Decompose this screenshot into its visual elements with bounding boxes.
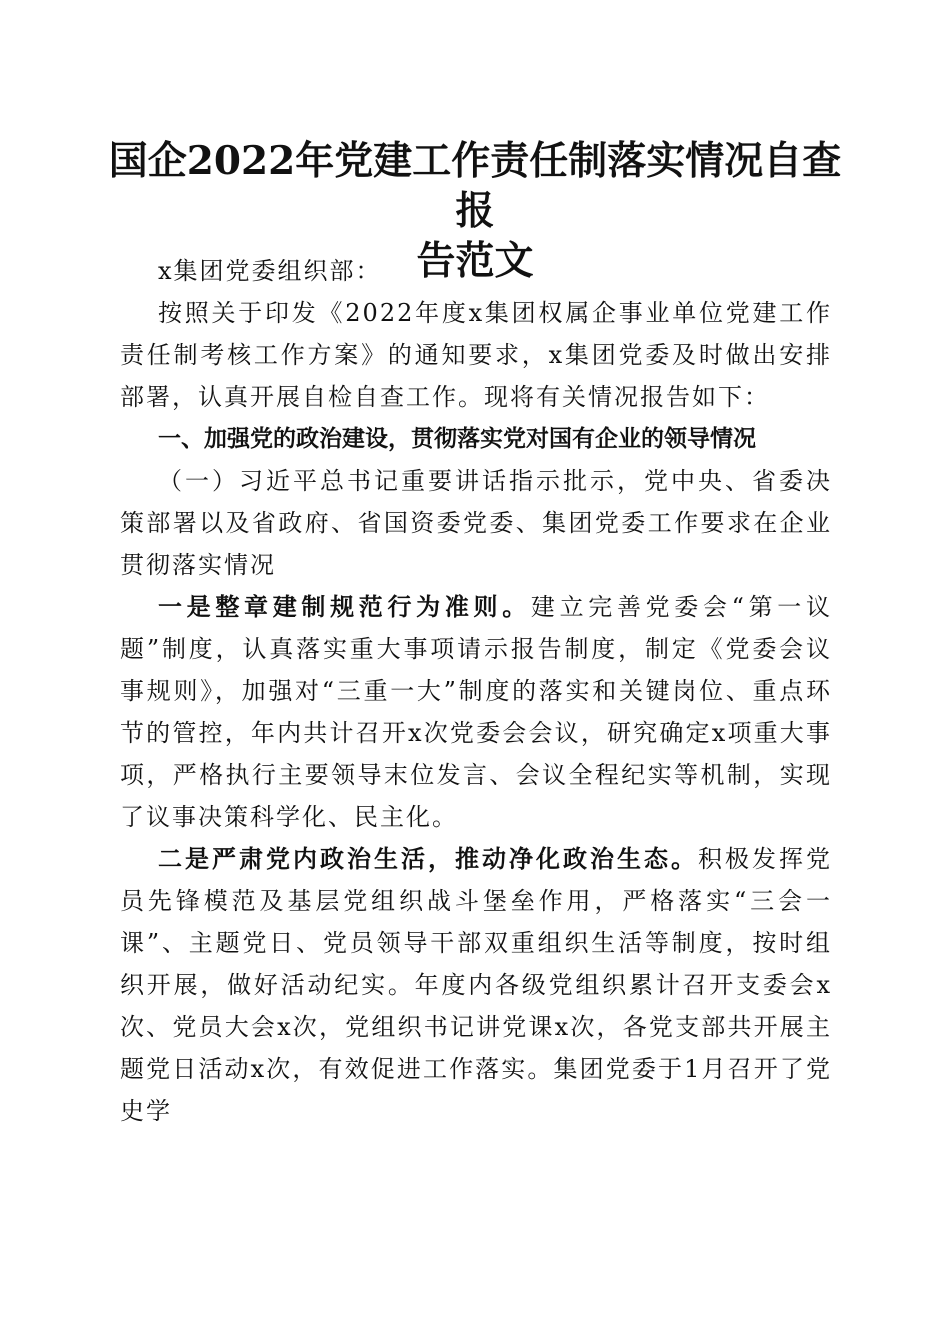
salutation: x集团党委组织部：: [158, 257, 382, 285]
paragraph-2: [120, 838, 832, 1132]
title-line-2: 告范文: [416, 238, 534, 284]
section-heading-1: 一、加强党的政治建设，贯彻落实党对国有企业的领导情况: [158, 426, 756, 452]
paragraph-2-body: 积极发挥党员先锋模范及基层党组织战斗堡垒作用，严格落实“三会一课”、主题党日、党员领导干部双重组织生活等制度，按时组织开展，做好活动纪实。年度内各级党组织累计召开支委会x次、党员大会x次，党组织书记讲党课x次，各党支部共开展主题党日活动x次，有效促进工作落实。集团党委于1月召开了党史学: [120, 845, 832, 1125]
intro-paragraph: 按照关于印发《2022年度x集团权属企事业单位党建工作责任制考核工作方案》的通知要求，x集团党委及时做出安排部署，认真开展自检自查工作。现将有关情况报告如下：: [120, 299, 832, 411]
paragraph-2-lead: 二是严肃党内政治生活，推动净化政治生态。: [158, 844, 698, 873]
paragraph-1-lead: 一是整章建制规范行为准则。: [158, 592, 531, 621]
document-body: [120, 250, 832, 1132]
paragraph-1: [120, 586, 832, 838]
title-line-1: 国企2022年党建工作责任制落实情况自查报: [108, 138, 842, 234]
subsection-heading-1: （一）习近平总书记重要讲话指示批示，党中央、省委决策部署以及省政府、省国资委党委、集团党委工作要求在企业贯彻落实情况: [120, 467, 832, 579]
paragraph-1-body: 建立完善党委会“第一议题”制度，认真落实重大事项请示报告制度，制定《党委会议事规则》，加强对“三重一大”制度的落实和关键岗位、重点环节的管控，年内共计召开x次党委会会议，研究确定x项重大事项，严格执行主要领导末位发言、会议全程纪实等机制，实现了议事决策科学化、民主化。: [120, 593, 832, 831]
